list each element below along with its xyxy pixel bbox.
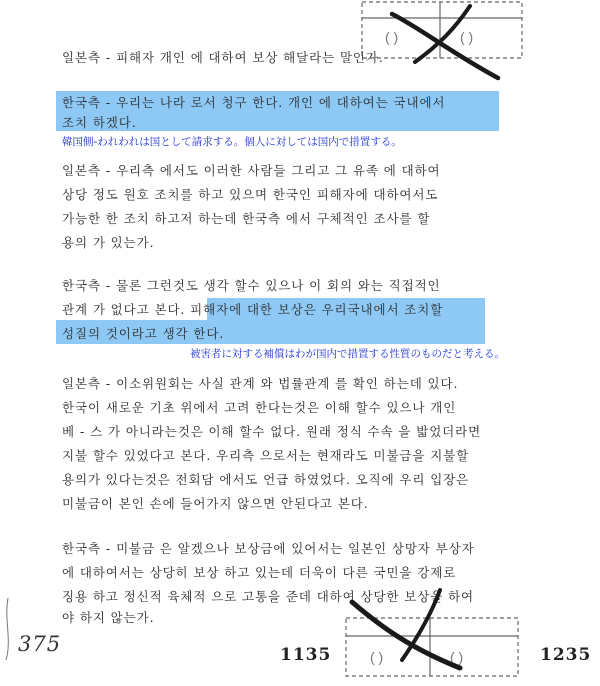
translation-note: 被害者に対する補償はわが国内で措置する性質のものだと考える。: [190, 348, 505, 360]
text-line: 상당 정도 원호 조치를 하고 있으며 한국인 피해자에 대하여서도: [62, 187, 439, 202]
text-line: 일본측 - 피해자 개인 에 대하여 보상 해달라는 말인가.: [62, 50, 384, 65]
text-line: 베 - 스 가 아니라는것은 이해 할수 없다. 원래 정식 수속 을 밟었더라면: [62, 424, 482, 439]
bottom-stamp: [346, 618, 518, 676]
svg-text:( ): ( ): [385, 29, 399, 45]
handwritten-margin-note: 375: [18, 632, 62, 656]
text-line: 한국측 - 우리는 나라 로서 청구 한다. 개인 에 대하여는 국내에서: [62, 95, 446, 110]
page-number-right: 1235: [540, 645, 592, 665]
text-line: 관계 가 없다고 본다. 피해자에 대한 보상은 우리국내에서 조치할: [62, 302, 444, 317]
text-line: 성질의 것이라고 생각 한다.: [62, 326, 225, 341]
ink-stroke: [415, 6, 470, 62]
svg-text:( ): ( ): [450, 649, 464, 665]
text-line: 일본측 - 이소위원회는 사실 관계 와 법률관계 를 확인 하는데 있다.: [62, 376, 459, 391]
page-number-center: 1135: [280, 645, 332, 665]
svg-text:( ): ( ): [370, 649, 384, 665]
text-line: 용의가 있다는것은 전회담 에서도 언급 하였었다. 오직에 우리 입장은: [62, 472, 470, 487]
text-line: 한국이 새로운 기초 위에서 고려 한다는것은 이해 할수 있으나 개인: [62, 400, 457, 415]
text-line: 미불금이 본인 손에 들어가지 않으면 안된다고 본다.: [62, 496, 369, 511]
text-line: 가능한 한 조치 하고저 하는데 한국측 에서 구체적인 조사를 할: [62, 211, 431, 226]
translation-note: 韓国側-われわれは国として請求する。個人に対しては国内で措置する。: [62, 136, 402, 148]
text-line: 한국측 - 미불금 은 알겠으나 보상금에 있어서는 일본인 상망자 부상자: [62, 541, 475, 556]
text-line: 징용 하고 정신적 육체적 으로 고통을 준데 대하여 상당한 보상을 하여: [62, 589, 475, 604]
svg-text:( ): ( ): [460, 29, 474, 45]
text-line: 일본측 - 우리측 에서도 이러한 사람들 그리고 그 유족 에 대하여: [62, 163, 441, 178]
text-line: 용의 가 있는가.: [62, 235, 155, 250]
text-line: 조치 하겠다.: [62, 115, 137, 130]
text-line: 지불 할수 있었다고 본다. 우리측 으로서는 현재라도 미불금을 지불할: [62, 448, 470, 463]
ink-stroke: [352, 602, 460, 668]
text-line: 에 대하여서는 상당히 보상 하고 있는데 더욱이 다른 국민을 강제로: [62, 565, 457, 580]
margin-bracket: [6, 598, 8, 660]
text-line: 야 하지 않는가.: [62, 610, 155, 625]
top-stamp: [362, 2, 522, 58]
text-line: 한국측 - 물론 그런것도 생각 할수 있으나 이 회의 와는 직접적인: [62, 278, 441, 293]
ink-stroke: [392, 14, 498, 78]
